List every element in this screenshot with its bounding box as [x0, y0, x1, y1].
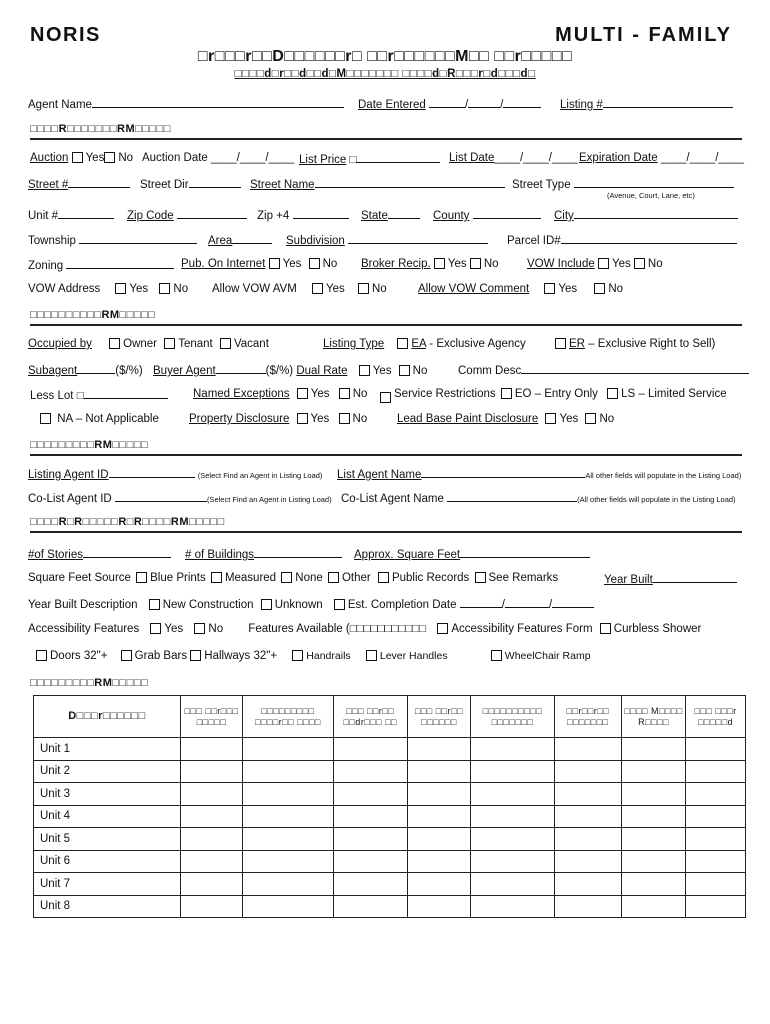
- table-row: [34, 828, 746, 851]
- unit-cell-input[interactable]: [181, 738, 243, 761]
- wheelchair-ramp-checkbox[interactable]: [491, 650, 502, 661]
- vow-address-yes-checkbox[interactable]: [115, 283, 126, 294]
- stories-label: #of Stories: [28, 549, 83, 561]
- unit-label: Unit 4: [34, 805, 181, 828]
- street-dir-field[interactable]: [140, 177, 241, 191]
- allow-vow-avm-row: Allow VOW AVM Yes No: [212, 283, 387, 295]
- unit-cell-input[interactable]: [621, 895, 685, 918]
- property-disclosure-yes-checkbox[interactable]: [297, 413, 308, 424]
- col-header: □□r□□r□□ □□□□□□□: [554, 696, 621, 738]
- county-field[interactable]: [433, 208, 541, 222]
- unit-cell-input[interactable]: [686, 895, 746, 918]
- vow-include-yes-checkbox[interactable]: [598, 258, 609, 269]
- street-number-label: Street #: [28, 179, 69, 191]
- unit-cell-input[interactable]: [554, 738, 621, 761]
- grab-bars-checkbox[interactable]: [121, 650, 132, 661]
- street-type-label: Street Type: [512, 179, 571, 191]
- section-header-units: □□□□□□□□□RM□□□□□: [30, 677, 149, 689]
- er-checkbox[interactable]: [555, 338, 566, 349]
- unit-cell-input[interactable]: [181, 850, 243, 873]
- list-price-label: List Price: [299, 154, 347, 166]
- unit-cell-input[interactable]: [621, 738, 685, 761]
- unit-cell-input[interactable]: [243, 738, 333, 761]
- auction-row: Auction Yes No Auction Date ____/____/____: [30, 152, 295, 164]
- less-lot-field[interactable]: Less Lot □: [30, 388, 168, 402]
- unit-cell-input[interactable]: [407, 850, 470, 873]
- allow-vow-avm-yes-checkbox[interactable]: [312, 283, 323, 294]
- vow-address-no-checkbox[interactable]: [159, 283, 170, 294]
- broker-recip-yes-checkbox[interactable]: [434, 258, 445, 269]
- auction-date-field[interactable]: ____/____/____: [211, 152, 295, 164]
- col-header: D□□□r□□□□□□: [34, 696, 181, 738]
- list-price-field[interactable]: List Price □: [299, 152, 440, 166]
- comm-desc-label: Comm Desc: [458, 365, 522, 377]
- list-date-label: List Date: [449, 152, 495, 164]
- new-construction-checkbox[interactable]: [149, 599, 160, 610]
- agent-name-field[interactable]: [28, 97, 344, 111]
- unit-cell-input[interactable]: [181, 895, 243, 918]
- tenant-checkbox[interactable]: [164, 338, 175, 349]
- allow-vow-comment-no-checkbox[interactable]: [594, 283, 605, 294]
- form-type-title: MULTI - FAMILY: [555, 24, 732, 46]
- street-name-label: Street Name: [250, 179, 315, 191]
- doors-checkbox[interactable]: [36, 650, 47, 661]
- co-list-agent-name-label: Co-List Agent Name: [341, 493, 444, 505]
- zoning-field[interactable]: [28, 258, 174, 272]
- unit-cell-input[interactable]: [243, 850, 333, 873]
- lead-paint-yes-checkbox[interactable]: [545, 413, 556, 424]
- section-header-occupancy: □□□□□□□□□□RM□□□□□: [30, 309, 156, 321]
- unit-cell-input[interactable]: [686, 873, 746, 896]
- street-number-field[interactable]: [28, 177, 130, 191]
- vow-include-label: VOW Include: [527, 258, 595, 270]
- named-exceptions-no-checkbox[interactable]: [339, 388, 350, 399]
- street-name-field[interactable]: [250, 177, 505, 191]
- section-divider: [30, 454, 742, 456]
- ea-checkbox[interactable]: [397, 338, 408, 349]
- pub-internet-yes-checkbox[interactable]: [269, 258, 280, 269]
- accessibility-options-row: Doors 32"+ Grab Bars Hallways 32"+ Handrails Lever Handles WheelChair Ramp: [36, 650, 591, 662]
- dual-rate-yes-checkbox[interactable]: [359, 365, 370, 376]
- units-table-header: [34, 696, 746, 738]
- auction-date-label: Auction Date: [141, 152, 208, 164]
- unit-cell-input[interactable]: [333, 760, 407, 783]
- unit-cell-input[interactable]: [407, 828, 470, 851]
- col-header: □□□ □□□r □□□□□d: [686, 696, 746, 738]
- occupied-by-row: Occupied by Owner Tenant Vacant: [28, 338, 269, 350]
- pub-internet-row: Pub. On Internet Yes No: [181, 258, 338, 270]
- unit-cell-input[interactable]: [243, 783, 333, 806]
- listing-agent-id-label: Listing Agent ID: [28, 469, 109, 481]
- listing-number-label: Listing #: [560, 99, 603, 111]
- unit-cell-input[interactable]: [471, 783, 555, 806]
- street-type-field[interactable]: [512, 177, 734, 191]
- curbless-shower-checkbox[interactable]: [600, 623, 611, 634]
- table-row: [34, 738, 746, 761]
- zip-plus4-label: Zip +4: [257, 210, 290, 222]
- features-available-label: Features Available (□□□□□□□□□□□: [248, 623, 427, 635]
- unit-cell-input[interactable]: [471, 738, 555, 761]
- unit-cell-input[interactable]: [621, 783, 685, 806]
- listing-type-label: Listing Type: [323, 338, 385, 350]
- unit-cell-input[interactable]: [181, 760, 243, 783]
- allow-vow-avm-label: Allow VOW AVM: [212, 283, 297, 295]
- stories-field[interactable]: [28, 547, 171, 561]
- approx-sqft-field[interactable]: [354, 547, 590, 561]
- subagent-field[interactable]: Subagent ($/%): [28, 365, 143, 377]
- unit-cell-input[interactable]: [333, 783, 407, 806]
- allow-vow-avm-no-checkbox[interactable]: [358, 283, 369, 294]
- unit-cell-input[interactable]: [621, 873, 685, 896]
- less-lot-label: Less Lot: [30, 390, 74, 402]
- auction-label: Auction: [30, 152, 69, 164]
- hallways-checkbox[interactable]: [190, 650, 201, 661]
- unit-cell-input[interactable]: [686, 760, 746, 783]
- unit-cell-input[interactable]: [471, 873, 555, 896]
- lead-paint-row: Lead Base Paint Disclosure Yes No: [397, 413, 615, 425]
- section-header-agents: □□□□□□□□□RM□□□□□: [30, 439, 149, 451]
- section-header-building: □□□□R□R□□□□□R□R□□□□RM□□□□□: [30, 516, 225, 528]
- service-restrictions-label: Service Restrictions: [394, 388, 496, 400]
- unit-label: Unit 8: [34, 895, 181, 918]
- dual-rate-no-checkbox[interactable]: [399, 365, 410, 376]
- unit-cell-input[interactable]: [407, 738, 470, 761]
- unit-cell-input[interactable]: [471, 760, 555, 783]
- listing-number-field[interactable]: [560, 97, 733, 111]
- table-row: [34, 895, 746, 918]
- township-field[interactable]: [28, 233, 197, 247]
- unit-cell-input[interactable]: [407, 895, 470, 918]
- na-checkbox[interactable]: [40, 413, 51, 424]
- named-exceptions-yes-checkbox[interactable]: [297, 388, 308, 399]
- vow-include-no-checkbox[interactable]: [634, 258, 645, 269]
- lever-handles-checkbox[interactable]: [366, 650, 377, 661]
- approx-sqft-label: Approx. Square Feet: [354, 549, 461, 561]
- accessibility-no-checkbox[interactable]: [194, 623, 205, 634]
- unit-cell-input[interactable]: [686, 850, 746, 873]
- table-row: [34, 760, 746, 783]
- property-disclosure-label: Property Disclosure: [189, 413, 290, 425]
- table-row: [34, 805, 746, 828]
- state-field[interactable]: [361, 208, 420, 222]
- er-option: ER – Exclusive Right to Sell): [555, 338, 715, 350]
- co-list-agent-id-field[interactable]: Co-List Agent ID (Select Find an Agent in Listing Load): [28, 493, 332, 505]
- unit-cell-input[interactable]: [554, 783, 621, 806]
- accessibility-label: Accessibility Features: [28, 623, 140, 635]
- owner-checkbox[interactable]: [109, 338, 120, 349]
- list-agent-name-field[interactable]: List Agent Name All other fields will populate in the Listing Load): [337, 469, 742, 481]
- lead-paint-no-checkbox[interactable]: [585, 413, 596, 424]
- year-built-field[interactable]: [604, 572, 737, 586]
- area-label: Area: [208, 235, 233, 247]
- col-header: □□□ □□r□□ □□dr□□□ □□: [333, 696, 407, 738]
- unit-cell-input[interactable]: [333, 805, 407, 828]
- auction-yes-checkbox[interactable]: [72, 152, 83, 163]
- unit-cell-input[interactable]: [181, 873, 243, 896]
- parcel-id-label: Parcel ID#: [507, 235, 561, 247]
- unit-label: Unit 7: [34, 873, 181, 896]
- accessibility-row: Accessibility Features Yes No Features Available (□□□□□□□□□□□ Accessibility Features Form Curbless Shower: [28, 623, 702, 635]
- township-label: Township: [28, 235, 76, 247]
- broker-recip-no-checkbox[interactable]: [470, 258, 481, 269]
- unit-cell-input[interactable]: [333, 850, 407, 873]
- col-header: □□□□ M□□□□ R□□□□: [621, 696, 685, 738]
- form-subheading: □□□□d□r□□d□□d□M□□□□□□□ □□□□d□R□□□r□d□□□d□: [234, 68, 536, 80]
- zoning-label: Zoning: [28, 260, 64, 272]
- year-built-label: Year Built: [604, 574, 653, 586]
- city-field[interactable]: [554, 208, 738, 222]
- parcel-id-field[interactable]: [507, 233, 737, 247]
- unit-cell-input[interactable]: [471, 895, 555, 918]
- unit-cell-input[interactable]: [686, 783, 746, 806]
- unit-cell-input[interactable]: [407, 760, 470, 783]
- allow-vow-comment-label: Allow VOW Comment: [418, 283, 530, 295]
- brand-title: NORIS: [30, 24, 101, 46]
- handrails-checkbox[interactable]: [292, 650, 303, 661]
- service-restrictions-row: Service Restrictions EO – Entry Only LS – Limited Service: [380, 388, 727, 403]
- unit-number-field[interactable]: [28, 208, 114, 222]
- unit-cell-input[interactable]: [686, 738, 746, 761]
- allow-vow-comment-row: Allow VOW Comment Yes No: [418, 283, 624, 295]
- zip-code-label: Zip Code: [127, 210, 174, 222]
- allow-vow-comment-yes-checkbox[interactable]: [544, 283, 555, 294]
- table-row: [34, 850, 746, 873]
- accessibility-yes-checkbox[interactable]: [150, 623, 161, 634]
- city-label: City: [554, 210, 574, 222]
- buildings-field[interactable]: [185, 547, 342, 561]
- section-header-listing: □□□□R□□□□□□□RM□□□□□: [30, 123, 171, 135]
- list-agent-name-label: List Agent Name: [337, 469, 422, 481]
- lead-paint-label: Lead Base Paint Disclosure: [397, 413, 539, 425]
- comm-desc-field[interactable]: [458, 363, 749, 377]
- unit-cell-input[interactable]: [554, 828, 621, 851]
- listing-type-row: Listing Type EA - Exclusive Agency: [323, 338, 526, 350]
- zip-plus4-field[interactable]: [257, 208, 349, 222]
- state-label: State: [361, 210, 388, 222]
- named-exceptions-row: Named Exceptions Yes No: [193, 388, 368, 400]
- property-disclosure-no-checkbox[interactable]: [339, 413, 350, 424]
- est-completion-checkbox[interactable]: [334, 599, 345, 610]
- accessibility-form-checkbox[interactable]: [437, 623, 448, 634]
- unit-cell-input[interactable]: [407, 805, 470, 828]
- unit-cell-input[interactable]: [621, 760, 685, 783]
- subagent-label: Subagent: [28, 365, 78, 377]
- unit-cell-input[interactable]: [243, 873, 333, 896]
- subdivision-label: Subdivision: [286, 235, 345, 247]
- property-disclosure-row: Property Disclosure Yes No: [189, 413, 368, 425]
- unit-cell-input[interactable]: [554, 760, 621, 783]
- buildings-label: # of Buildings: [185, 549, 255, 561]
- measured-checkbox[interactable]: [211, 572, 222, 583]
- unknown-checkbox[interactable]: [261, 599, 272, 610]
- form-heading: □r□□□r□□D□□□□□□r□ □□r□□□□□□M□□ □□r□□□□□: [197, 48, 573, 65]
- unit-cell-input[interactable]: [621, 805, 685, 828]
- unit-label: Unit 1: [34, 738, 181, 761]
- sqft-source-label: Square Feet Source: [28, 572, 131, 584]
- unit-label: Unit 2: [34, 760, 181, 783]
- unit-cell-input[interactable]: [471, 805, 555, 828]
- unit-cell-input[interactable]: [243, 895, 333, 918]
- occupied-by-label: Occupied by: [28, 338, 92, 350]
- na-option: NA – Not Applicable: [40, 413, 159, 425]
- unit-cell-input[interactable]: [333, 873, 407, 896]
- unit-label: Unit 5: [34, 828, 181, 851]
- county-label: County: [433, 210, 470, 222]
- unit-cell-input[interactable]: [686, 805, 746, 828]
- auction-no-checkbox[interactable]: [104, 152, 115, 163]
- unit-cell-input[interactable]: [554, 850, 621, 873]
- unit-cell-input[interactable]: [333, 828, 407, 851]
- dual-rate-label: Dual Rate: [296, 365, 348, 377]
- expiration-date-field[interactable]: Expiration Date ____/____/____: [579, 152, 744, 164]
- vow-include-row: VOW Include Yes No: [527, 258, 663, 270]
- public-records-checkbox[interactable]: [378, 572, 389, 583]
- agent-name-label: Agent Name: [28, 99, 92, 111]
- co-list-agent-name-field[interactable]: Co-List Agent Name (All other fields will populate in the Listing Load): [341, 493, 736, 505]
- buyer-agent-field[interactable]: Buyer Agent ($/%) Dual Rate Yes No: [153, 365, 428, 377]
- units-table: [33, 695, 746, 918]
- see-remarks-checkbox[interactable]: [475, 572, 486, 583]
- pub-internet-no-checkbox[interactable]: [309, 258, 320, 269]
- section-divider: [30, 138, 742, 140]
- pub-internet-label: Pub. On Internet: [181, 258, 266, 270]
- vow-address-row: VOW Address Yes No: [28, 283, 189, 295]
- blue-prints-checkbox[interactable]: [136, 572, 147, 583]
- unit-cell-input[interactable]: [333, 738, 407, 761]
- list-date-field[interactable]: List Date____/____/____: [449, 152, 578, 164]
- unit-number-label: Unit #: [28, 210, 59, 222]
- unit-cell-input[interactable]: [621, 828, 685, 851]
- street-dir-label: Street Dir: [140, 179, 189, 191]
- table-row: [34, 783, 746, 806]
- table-row: [34, 873, 746, 896]
- unit-label: Unit 3: [34, 783, 181, 806]
- unit-cell-input[interactable]: [181, 828, 243, 851]
- unit-cell-input[interactable]: [407, 873, 470, 896]
- col-header: □□□ □□r□□ □□□□□□: [407, 696, 470, 738]
- vacant-checkbox[interactable]: [220, 338, 231, 349]
- unit-label: Unit 6: [34, 850, 181, 873]
- section-divider: [30, 324, 742, 326]
- sqft-source-row: Square Feet Source Blue Prints Measured None Other Public Records See Remarks: [28, 572, 559, 584]
- broker-recip-label: Broker Recip.: [361, 258, 431, 270]
- unit-cell-input[interactable]: [471, 850, 555, 873]
- eo-checkbox[interactable]: [501, 388, 512, 399]
- co-list-agent-id-label: Co-List Agent ID: [28, 493, 112, 505]
- street-type-hint: (Avenue, Court, Lane, etc): [607, 191, 695, 200]
- named-exceptions-label: Named Exceptions: [193, 388, 290, 400]
- date-entered-field[interactable]: Date Entered / /: [358, 97, 541, 111]
- vow-address-label: VOW Address: [28, 283, 101, 295]
- other-checkbox[interactable]: [328, 572, 339, 583]
- service-restrictions-checkbox[interactable]: [380, 392, 391, 403]
- expiration-date-label: Expiration Date: [579, 152, 658, 164]
- broker-recip-row: Broker Recip. Yes No: [361, 258, 499, 270]
- area-field[interactable]: [208, 233, 272, 247]
- date-entered-label: Date Entered: [358, 99, 426, 111]
- col-header: □□□□□□□□□ □□□□r□□ □□□□: [243, 696, 333, 738]
- unit-cell-input[interactable]: [686, 828, 746, 851]
- unit-cell-input[interactable]: [554, 895, 621, 918]
- unit-cell-input[interactable]: [407, 783, 470, 806]
- col-header: □□□ □□r□□□ □□□□□: [181, 696, 243, 738]
- unit-cell-input[interactable]: [181, 805, 243, 828]
- unit-cell-input[interactable]: [243, 828, 333, 851]
- listing-agent-id-field[interactable]: Listing Agent ID (Select Find an Agent in Listing Load): [28, 469, 323, 481]
- col-header: □□□□□□□□□□ □□□□□□□: [471, 696, 555, 738]
- unit-cell-input[interactable]: [333, 895, 407, 918]
- unit-cell-input[interactable]: [621, 850, 685, 873]
- zip-code-field[interactable]: [127, 208, 247, 222]
- buyer-agent-label: Buyer Agent: [153, 365, 216, 377]
- unit-cell-input[interactable]: [243, 805, 333, 828]
- year-built-desc-label: Year Built Description: [28, 599, 138, 611]
- unit-cell-input[interactable]: [554, 873, 621, 896]
- ls-checkbox[interactable]: [607, 388, 618, 399]
- unit-cell-input[interactable]: [554, 805, 621, 828]
- year-built-desc-row: Year Built Description New Construction Unknown Est. Completion Date / /: [28, 597, 594, 611]
- unit-cell-input[interactable]: [181, 783, 243, 806]
- subdivision-field[interactable]: [286, 233, 488, 247]
- unit-cell-input[interactable]: [471, 828, 555, 851]
- section-divider: [30, 531, 742, 533]
- none-checkbox[interactable]: [281, 572, 292, 583]
- unit-cell-input[interactable]: [243, 760, 333, 783]
